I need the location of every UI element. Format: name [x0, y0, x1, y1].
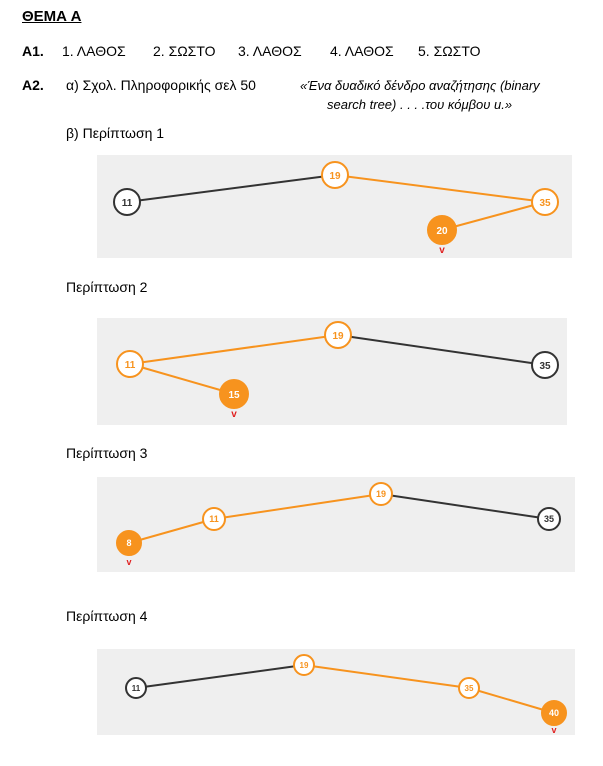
case-4-edge-19-35	[304, 665, 469, 688]
case-1-node-35	[532, 189, 558, 215]
case-3-node-19	[370, 483, 392, 505]
svg-text:35: 35	[543, 514, 555, 524]
a2-quote-line1: «Ένα δυαδικό δένδρο αναζήτησης (binary	[300, 78, 540, 93]
page-title: ΘΕΜΑ Α	[22, 8, 82, 25]
case-3-edge-8-11	[129, 519, 214, 543]
svg-text:19: 19	[329, 171, 341, 182]
case-3-diagram	[97, 477, 575, 572]
case-1-edge-19-35	[335, 175, 545, 202]
case-4-edge-11-19	[136, 665, 304, 688]
svg-text:40: 40	[548, 708, 560, 718]
svg-text:8: 8	[126, 538, 132, 548]
case-3-node-35	[538, 508, 560, 530]
case-1-label: β) Περίπτωση 1	[66, 125, 165, 141]
case-4-diagram	[97, 649, 575, 735]
a1-answer-2: 2. ΣΩΣΤΟ	[153, 43, 216, 59]
case-1-node-19	[322, 162, 348, 188]
case-3-label: Περίπτωση 3	[66, 445, 148, 461]
case-4-insert-marker: v	[551, 725, 557, 735]
case-2-diagram	[97, 318, 567, 425]
a1-answer-1: 1. ΛΑΘΟΣ	[62, 43, 126, 59]
case-4-node-11	[126, 678, 146, 698]
case-2-label: Περίπτωση 2	[66, 279, 148, 295]
case-4-node-19	[294, 655, 314, 675]
case-1-node-11	[114, 189, 140, 215]
svg-text:35: 35	[464, 684, 474, 693]
a1-answer-5: 5. ΣΩΣΤΟ	[418, 43, 481, 59]
svg-text:19: 19	[332, 331, 344, 342]
case-2-node-19	[325, 322, 351, 348]
svg-text:11: 11	[124, 360, 136, 371]
svg-text:19: 19	[375, 489, 387, 499]
case-3-insert-marker: v	[126, 557, 132, 567]
svg-text:15: 15	[228, 390, 240, 401]
case-4-label: Περίπτωση 4	[66, 608, 148, 624]
case-2-insert-marker: v	[231, 409, 237, 420]
case-3-node-8	[117, 531, 141, 555]
case-1-diagram	[97, 155, 572, 258]
a2-label: Α2.	[22, 77, 44, 93]
case-4-edge-35-40	[469, 688, 554, 713]
case-1-edge-11-19	[127, 175, 335, 202]
case-3-edge-19-35	[381, 494, 549, 519]
case-1-insert-marker: v	[439, 245, 445, 256]
case-2-edge-11-15	[130, 364, 234, 394]
case-2-edge-11-19	[130, 335, 338, 364]
case-4-node-35	[459, 678, 479, 698]
svg-text:11: 11	[131, 684, 141, 693]
case-3-edge-11-19	[214, 494, 381, 519]
a2-alpha-text: α) Σχολ. Πληροφορικής σελ 50	[66, 77, 256, 93]
case-2-node-11	[117, 351, 143, 377]
case-4-node-40	[542, 701, 566, 725]
case-2-node-15	[220, 380, 248, 408]
a1-answer-3: 3. ΛΑΘΟΣ	[238, 43, 302, 59]
a1-label: Α1.	[22, 43, 44, 59]
case-2-node-35	[532, 352, 558, 378]
a2-quote-line2: search tree) . . . .του κόμβου u.»	[327, 97, 513, 112]
svg-text:19: 19	[299, 661, 309, 670]
svg-text:35: 35	[539, 361, 551, 372]
svg-text:11: 11	[209, 514, 219, 524]
case-2-edge-19-35	[338, 335, 545, 365]
case-3-node-11	[203, 508, 225, 530]
svg-text:20: 20	[436, 226, 448, 237]
svg-text:35: 35	[539, 198, 551, 209]
svg-text:11: 11	[121, 198, 133, 209]
case-1-edge-35-20	[442, 202, 545, 230]
a1-answer-4: 4. ΛΑΘΟΣ	[330, 43, 394, 59]
case-1-node-20	[428, 216, 456, 244]
